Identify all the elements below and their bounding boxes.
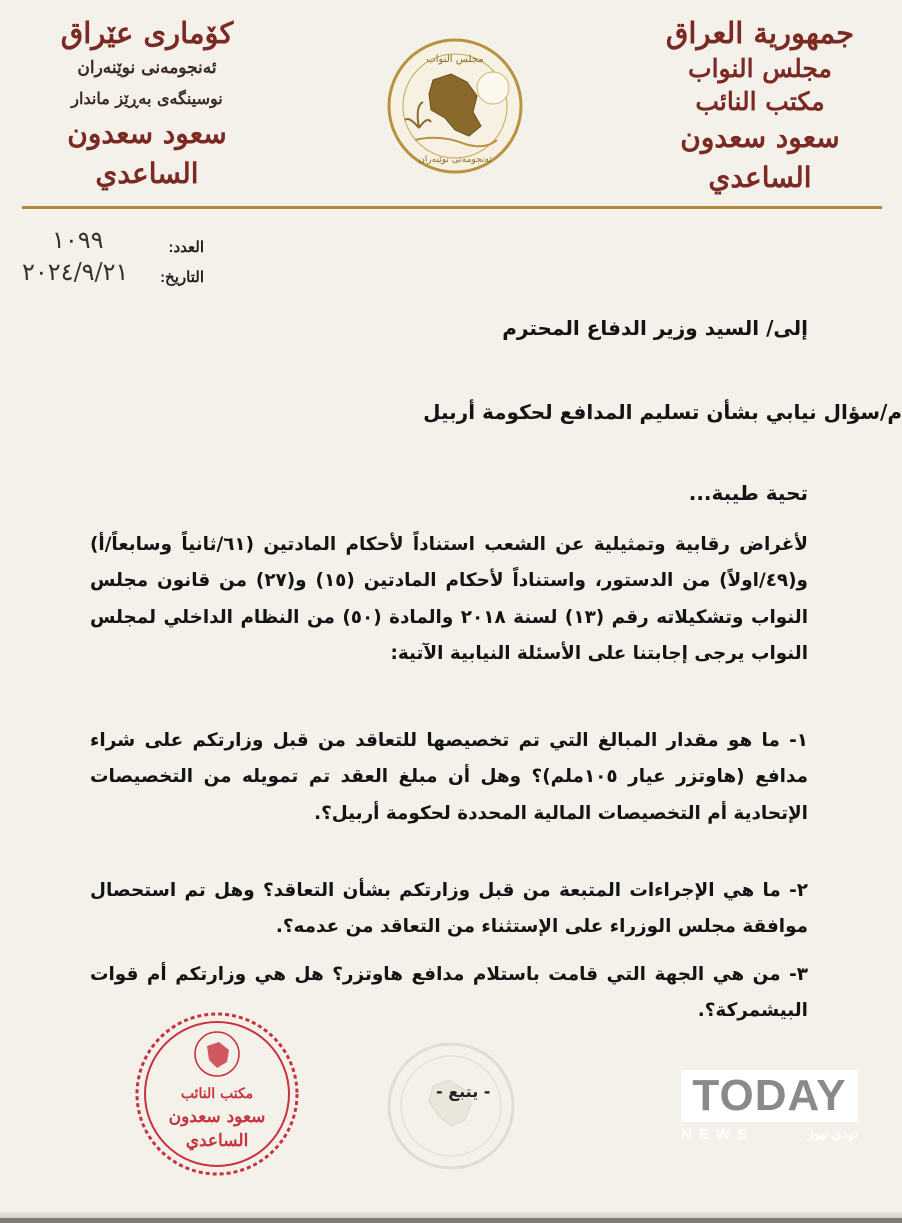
question-1: ١- ما هو مقدار المبالغ التي تم تخصيصها للتعاقد من قبل وزارتكم على شراء مدافع (هاوتزر عيار ١٠٥ملم)؟ وهل أن مبلغ العقد تم تمويله من التخصيصات الإتحادية أم التخصيصات المالية المحددة لحكومة أربيل؟.: [90, 730, 808, 824]
stamp-line-1: مكتب النائب: [180, 1086, 254, 1102]
letterhead-office-kurdish: نوسینگەی بەڕێز ماندار: [71, 89, 223, 108]
embossed-seal: [385, 1040, 517, 1172]
question-2: ٢- ما هي الإجراءات المتبعة من قبل وزارتكم بشأن التعاقد؟ وهل تم استحصال موافقة مجلس الوزراء على الإستثناء من التعاقد من عدمه؟.: [90, 880, 808, 938]
date-label: التاريخ:: [160, 269, 204, 286]
letterhead-country: جمهورية العراق: [665, 16, 855, 50]
number-value: ١٠٩٩: [52, 226, 104, 254]
letterhead-name: سعود سعدون الساعدي: [680, 121, 840, 194]
letterhead-right: [640, 14, 880, 198]
header-divider: [22, 206, 882, 209]
today-news-tagline: [681, 1124, 858, 1144]
number-label: العدد:: [168, 239, 204, 256]
emblem-top-text: مجلس النواب: [426, 54, 484, 65]
emblem-bottom-text: ئەنجومەنی نوێنەران: [418, 155, 492, 165]
date-value: ٢٠٢٤/٩/٢١: [22, 258, 129, 286]
stamp-line-3: الساعدي: [185, 1131, 249, 1151]
subject-line: م/سؤال نيابي بشأن تسليم المدافع لحكومة أربيل: [423, 400, 902, 424]
stamp-line-2: سعود سعدون: [168, 1107, 266, 1127]
letterhead-left: [22, 14, 272, 194]
tagline-english: NEWS: [681, 1125, 754, 1143]
parliament-emblem: [385, 36, 525, 176]
letterhead-council: مجلس النواب: [688, 54, 832, 83]
recipient-line: إلى/ السيد وزير الدفاع المحترم: [502, 316, 808, 340]
continuation-note: - يتبع -: [436, 1082, 491, 1101]
today-news-logo: TODAY: [681, 1070, 858, 1122]
tagline-arabic: تودي نيوز: [807, 1126, 858, 1141]
office-seal-stamp: [133, 1010, 301, 1178]
letterhead-council-kurdish: ئەنجومەنی نوێنەران: [77, 58, 217, 78]
greeting: تحية طيبة...: [688, 481, 808, 505]
letterhead-name-left: سعود سعدون الساعدي: [67, 117, 227, 190]
question-3: ٣- من هي الجهة التي قامت باستلام مدافع هاوتزر؟ هل هي وزارتكم أم قوات البيشمركة؟.: [90, 964, 808, 1022]
letterhead-country-kurdish: كۆماری عێراق: [60, 16, 234, 50]
intro-paragraph: لأغراض رقابية وتمثيلية عن الشعب استناداً لأحكام المادتين (٦١/ثانياً وسابعاً/أ) و(٤٩/اولاً) من الدستور، واستناداً لأحكام المادتين (١٥) و(٢٧) من قانون مجلس النواب وتشكيلاته رقم (١٣) لسنة ٢٠١٨ والمادة (٥٠) من النظام الداخلي لمجلس النواب يرجى إجابتنا على الأسئلة النيابية الآتية:: [90, 534, 808, 665]
letterhead-office: مكتب النائب: [695, 87, 825, 116]
